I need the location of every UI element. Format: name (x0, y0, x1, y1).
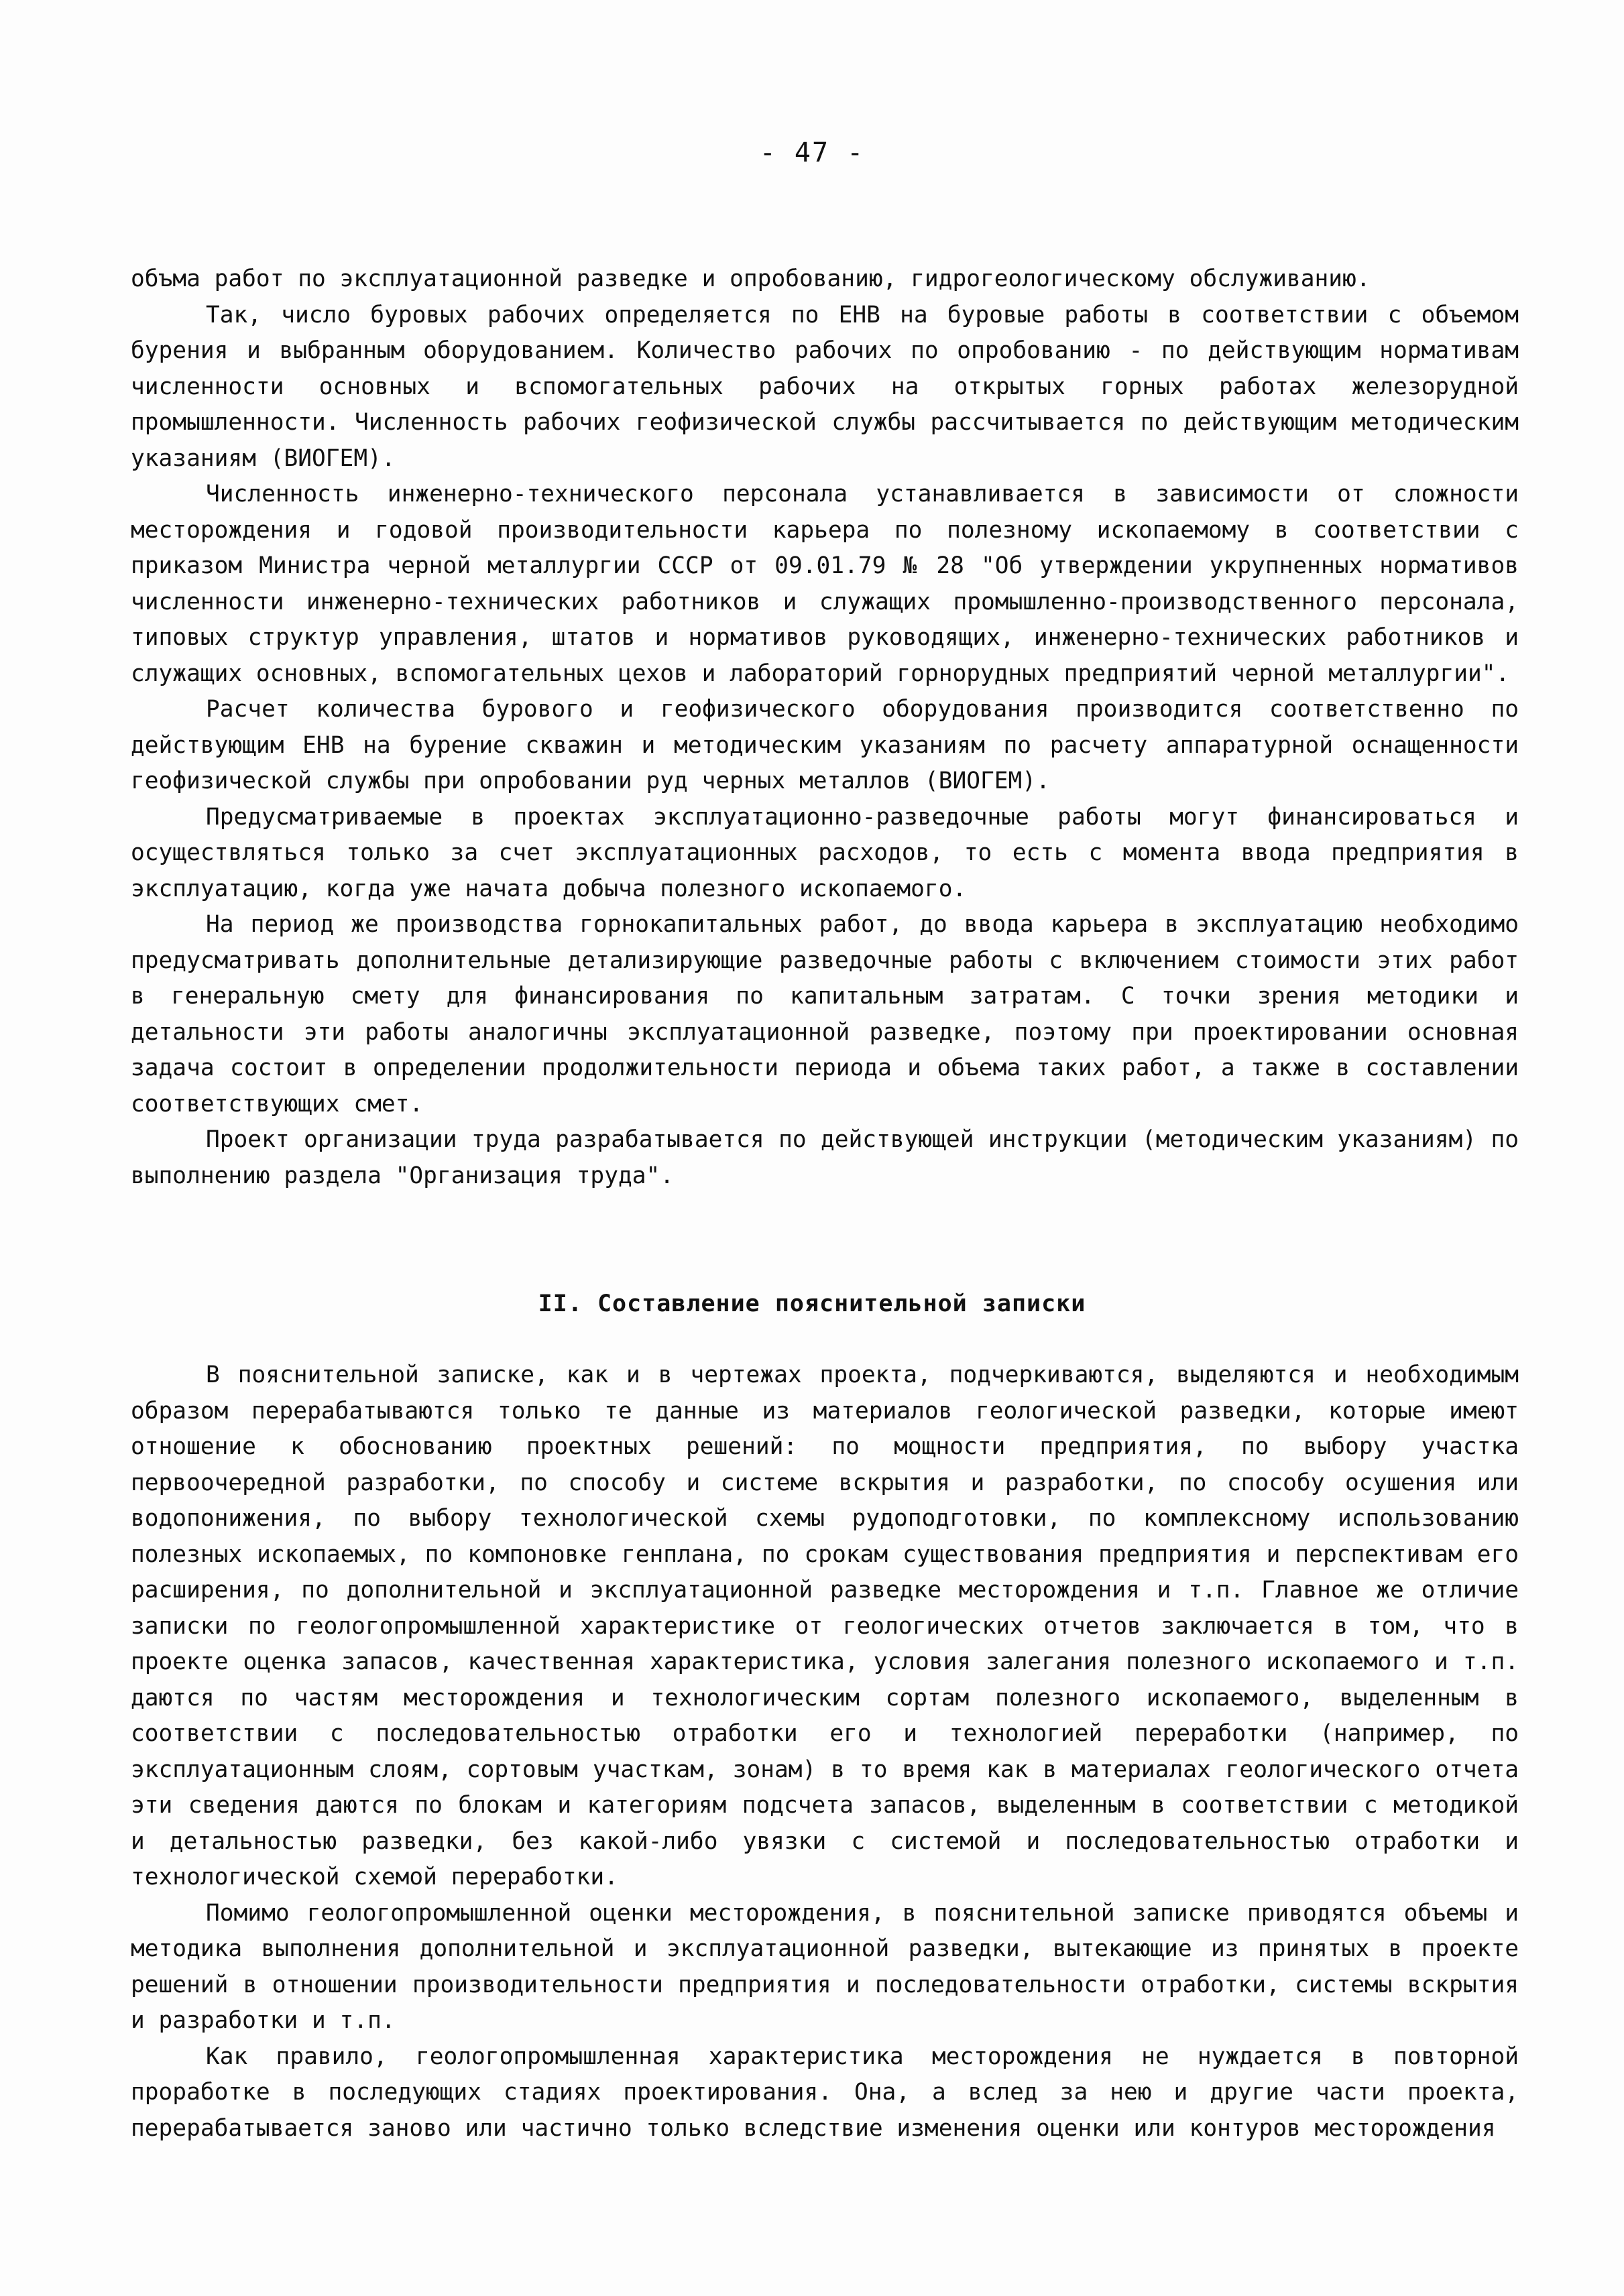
paragraph-capital-period: На период же производства горнокапитальных работ, до ввода карьера в эксплуатацию необходимо предусматривать дополнительные детализирующие разведочные работы с включением стоимости этих работ в генеральную смету для финансирования по капитальным затратам. С точки зрения методики и детальности эти работы аналогичны эксплуатационной разведке, поэтому при проектировании основная задача состоит в определении продолжительности периода и объема таких работ, а также в составлении соответствующих смет. (131, 911, 1519, 1117)
paragraph-equipment: Расчет количества бурового и геофизического оборудования производится соответственно по действующим ЕНВ на бурение скважин и методическим указаниям по расчету аппаратурной оснащенности геофизической службы при опробовании руд черных металлов (ВИОГЕМ). (131, 696, 1519, 794)
paragraph-continuation: объма работ по эксплуатационной разведке и опробованию, гидрогеологическому обслуживанию. (131, 265, 1371, 292)
paragraph-labour-organization: Проект организации труда разрабатывается по действующей инструкции (методическим указаниям) по выполнению раздела "Организация труда". (131, 1126, 1519, 1189)
paragraph-financing: Предусматриваемые в проектах эксплуатационно-разведочные работы могут финансироваться и осуществляться только за счет эксплуатационных расходов, то есть с момента ввода предприятия в эксплуатацию, когда уже начата добыча полезного ископаемого. (131, 803, 1519, 902)
paragraph-workers: Так, число буровых рабочих определяется по ЕНВ на буровые работы в соответствии с объемом бурения и выбранным оборудованием. Количество рабочих по опробованию - по действующим нормативам численности основных и вспомогательных рабочих на открытых горных работах железорудной промышленности. Численность рабочих геофизической службы рассчитывается по действующим методическим указаниям (ВИОГЕМ). (131, 301, 1519, 472)
page-number: - 47 - (759, 137, 865, 168)
paragraph-engineering-staff: Численность инженерно-технического персонала устанавливается в зависимости от сложности месторождения и годовой производительности карьера по полезному ископаемому в соответствии с приказом Министра черной металлургии СССР от 09.01.79 № 28 "Об утверждении укрупненных нормативов численности инженерно-технических работников и служащих промышленно-производственного персонала, типовых структур управления, штатов и нормативов руководящих, инженерно-технических работников и служащих основных, вспомогательных цехов и лабораторий горнорудных предприятий черной металлургии". (131, 481, 1519, 687)
body-text-bottom (131, 1357, 1519, 2147)
section-heading: II. Составление пояснительной записки (538, 1290, 1086, 1317)
paragraph-besides: Помимо геологопромышленной оценки месторождения, в пояснительной записке приводятся объемы и методика выполнения дополнительной и эксплуатационной разведки, вытекающие из принятых в проекте решений в отношении производительности предприятия и последовательности отработки, системы вскрытия и разработки и т.п. (131, 1899, 1519, 2034)
paragraph-explanatory-note: В пояснительной записке, как и в чертежах проекта, подчеркиваются, выделяются и необходимым образом перерабатываются только те данные из материалов геологической разведки, которые имеют отношение к обоснованию проектных решений: по мощности предприятия, по выбору участка первоочередной разработки, по способу и системе вскрытия и разработки, по способу осушения или водопонижения, по выбору технологической схемы рудоподготовки, по комплексному использованию полезных ископаемых, по компоновке генплана, по срокам существования предприятия и перспективам его расширения, по дополнительной и эксплуатационной разведке месторождения и т.п. Главное же отличие записки по геологопромышленной характеристике от геологических отчетов заключается в том, что в проекте оценка запасов, качественная характеристика, условия залегания полезного ископаемого и т.п. даются по частям месторождения и технологическим сортам полезного ископаемого, выделенным в соответствии с последовательностью отработки его и технологией переработки (например, по эксплуатационным слоям, сортовым участкам, зонам) в то время как в материалах геологического отчета эти сведения даются по блокам и категориям подсчета запасов, выделенным в соответствии с методикой и детальностью разведки, без какой-либо увязки с системой и последовательностью отработки и технологической схемой переработки. (131, 1362, 1519, 1890)
paragraph-as-a-rule: Как правило, геологопромышленная характеристика месторождения не нуждается в повторной проработке в последующих стадиях проектирования. Она, а вслед за нею и другие части проекта, перерабатывается заново или частично только вследствие изменения оценки или контуров месторождения (131, 2043, 1519, 2142)
body-text-top (131, 261, 1519, 1194)
